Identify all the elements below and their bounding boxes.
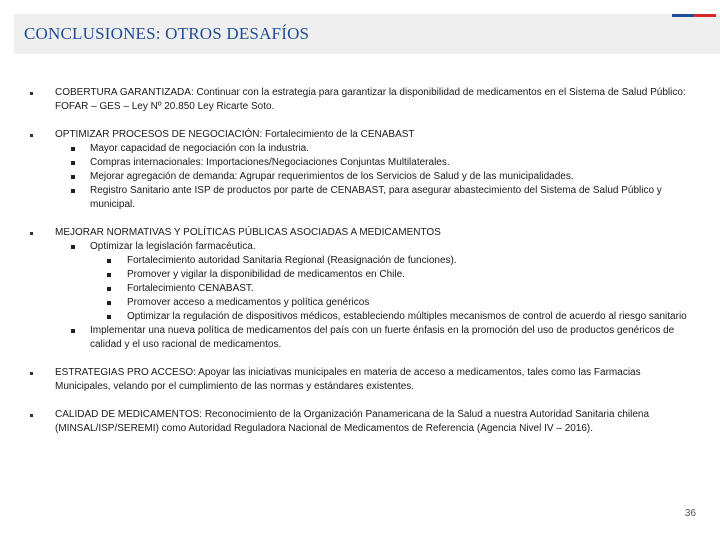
bullet-calidad [30, 408, 690, 436]
square-bullet-icon [71, 175, 75, 179]
bullet-marker [30, 232, 33, 235]
list-item-text: Fortalecimiento autoridad Sanitaria Regional (Reasignación de funciones). [127, 255, 457, 266]
flag-stripe-blue [672, 14, 694, 17]
list-item [55, 142, 690, 156]
list-item-text: Promover y vigilar la disponibilidad de medicamentos en Chile. [127, 269, 405, 280]
nested-list-item [55, 254, 690, 268]
bullet-marker [30, 414, 33, 417]
flag-stripe-red [694, 14, 716, 17]
list-item-text: Registro Sanitario ante ISP de productos por parte de CENABAST, para asegurar abastecimiento del Sistema de Salud Público y municipal. [90, 185, 662, 210]
slide-header [14, 14, 720, 54]
list-item [55, 156, 690, 170]
nested-list-item [55, 296, 690, 310]
optimizar-lead: OPTIMIZAR PROCESOS DE NEGOCIACIÓN: Fortalecimiento de la CENABAST [55, 129, 415, 140]
square-bullet-icon [71, 189, 75, 193]
square-bullet-icon [107, 301, 111, 305]
list-item [55, 240, 690, 254]
list-item-text: Compras internacionales: Importaciones/Negociaciones Conjuntas Multilaterales. [90, 157, 450, 168]
bullet-marker [30, 372, 33, 375]
list-item-text: Implementar una nueva política de medicamentos del país con un fuerte énfasis en la promoción del uso de productos genéricos de calidad y el uso racional de medicamentos. [90, 325, 675, 350]
list-item-text: Promover acceso a medicamentos y política genéricos [127, 297, 370, 308]
square-bullet-icon [71, 245, 75, 249]
bullet-cobertura [30, 86, 690, 114]
list-item [55, 170, 690, 184]
square-bullet-icon [107, 273, 111, 277]
mejorar-lead: MEJORAR NORMATIVAS Y POLÍTICAS PÚBLICAS ASOCIADAS A MEDICAMENTOS [55, 227, 441, 238]
nested-list-item [55, 282, 690, 296]
list-item-text: Optimizar la legislación farmacéutica. [90, 241, 256, 252]
square-bullet-icon [107, 287, 111, 291]
square-bullet-icon [107, 315, 111, 319]
cobertura-text: COBERTURA GARANTIZADA: Continuar con la estrategia para garantizar la disponibilidad de medicamentos en el Sistema de Salud Público: FOFAR – GES – Ley Nº 20.850 Ley Ricarte Soto. [55, 87, 686, 112]
bullet-estrategias [30, 366, 690, 394]
square-bullet-icon [71, 161, 75, 165]
calidad-text: CALIDAD DE MEDICAMENTOS: Reconocimiento de la Organización Panamericana de la Salud a nuestra Autoridad Sanitaria chilena (MINSAL/ISP/SEREMI) como Autoridad Reguladora Nacional de Medicamentos de Referencia (Agencia Nivel IV – 2016). [55, 409, 650, 434]
square-bullet-icon [71, 147, 75, 151]
list-item-text: Mayor capacidad de negociación con la industria. [90, 143, 310, 154]
bullet-mejorar [30, 226, 690, 352]
list-item-text: Mejorar agregación de demanda: Agrupar requerimientos de los Servicios de Salud y de las municipalidades. [90, 171, 574, 182]
square-bullet-icon [71, 329, 75, 333]
slide-content [30, 86, 690, 450]
estrategias-text: ESTRATEGIAS PRO ACCESO: Apoyar las iniciativas municipales en materia de acceso a medicamentos, tales como las Farmacias Municipales, velando por el cumplimiento de las normas y estándares existentes. [55, 367, 641, 392]
bullet-marker [30, 134, 33, 137]
list-item-text: Optimizar la regulación de dispositivos médicos, estableciendo múltiples mecanismos de control de acuerdo al riesgo sanitario [127, 311, 687, 322]
bullet-marker [30, 92, 33, 95]
list-item [55, 184, 690, 212]
list-item [55, 324, 690, 352]
nested-list-item [55, 268, 690, 282]
page-number: 36 [684, 508, 696, 519]
square-bullet-icon [107, 259, 111, 263]
nested-list-item [55, 310, 690, 324]
slide-title: CONCLUSIONES: OTROS DESAFÍOS [24, 24, 310, 43]
list-item-text: Fortalecimiento CENABAST. [127, 283, 254, 294]
bullet-optimizar [30, 128, 690, 212]
